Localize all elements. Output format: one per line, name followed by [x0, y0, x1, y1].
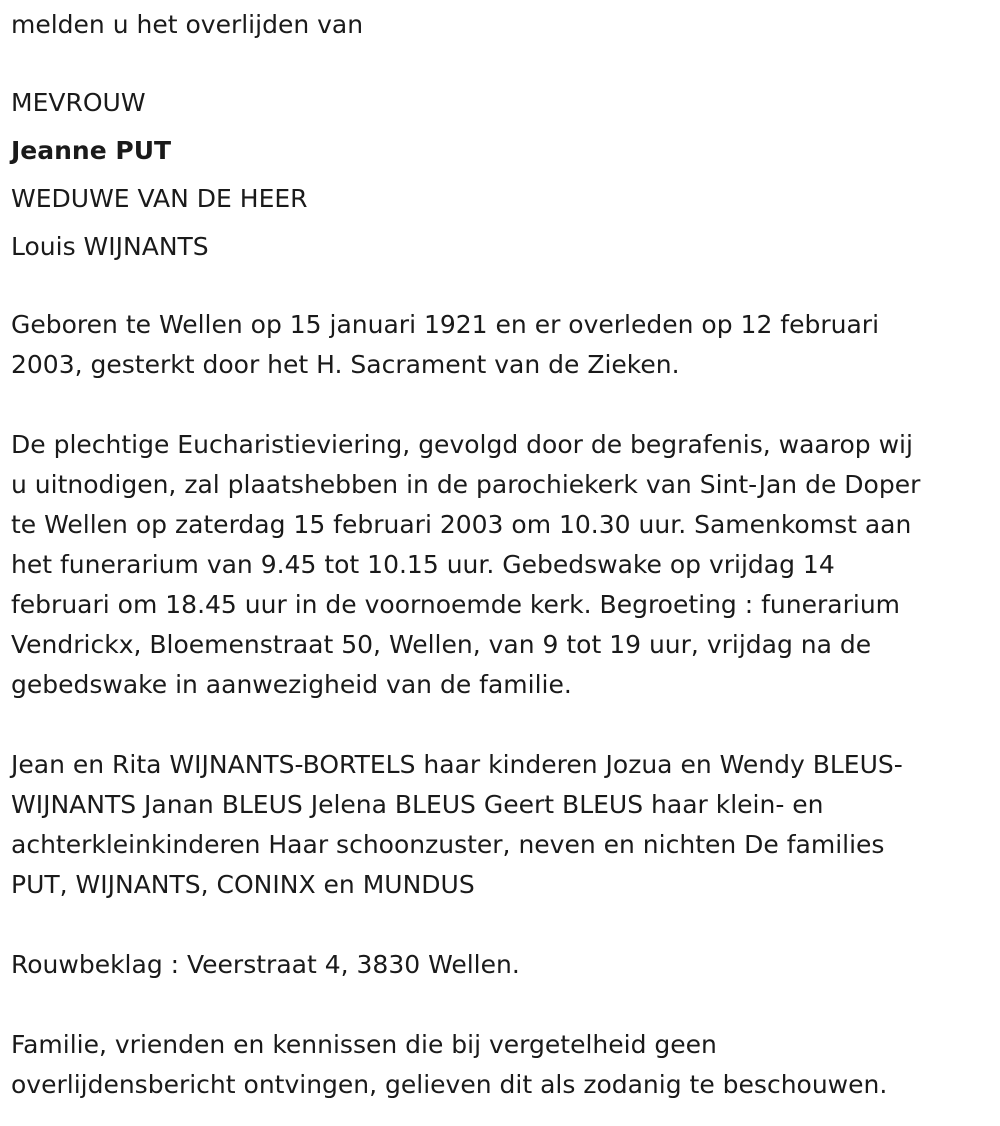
- paragraph-line: 2003, gesterkt door het H. Sacrament van de Zieken.: [11, 350, 680, 379]
- spacer: [11, 45, 986, 79]
- paragraph-line: februari om 18.45 uur in de voornoemde kerk. Begroeting : funerarium: [11, 590, 901, 619]
- paragraph-line: De plechtige Eucharistieviering, gevolgd door de begrafenis, waarop wij: [11, 430, 913, 459]
- intro-text: melden u het overlijden van: [11, 10, 364, 39]
- paragraph-line: Jean en Rita WIJNANTS-BORTELS haar kinderen Jozua en Wendy BLEUS-: [11, 750, 903, 779]
- widow-of-text: WEDUWE VAN DE HEER: [11, 184, 308, 213]
- paragraph-line: Familie, vrienden en kennissen die bij vergetelheid geen: [11, 1030, 717, 1059]
- paragraph-line: u uitnodigen, zal plaatshebben in de parochiekerk van Sint-Jan de Doper: [11, 470, 921, 499]
- family-paragraph: [11, 745, 986, 905]
- spacer: [11, 905, 986, 945]
- paragraph-line: gebedswake in aanwezigheid van de familie.: [11, 670, 572, 699]
- paragraph-line: Geboren te Wellen op 15 januari 1921 en er overleden op 12 februari: [11, 310, 880, 339]
- name-block: [11, 79, 986, 271]
- spouse-name: Louis WIJNANTS: [11, 232, 209, 261]
- title-mevrouw: MEVROUW: [11, 88, 146, 117]
- paragraph-line: PUT, WIJNANTS, CONINX en MUNDUS: [11, 870, 475, 899]
- paragraph-line: Vendrickx, Bloemenstraat 50, Wellen, van 9 tot 19 uur, vrijdag na de: [11, 630, 872, 659]
- paragraph-line: overlijdensbericht ontvingen, gelieven dit als zodanig te beschouwen.: [11, 1070, 888, 1099]
- deceased-name: Jeanne PUT: [11, 136, 172, 165]
- condolence-address: Rouwbeklag : Veerstraat 4, 3830 Wellen.: [11, 950, 520, 979]
- ceremony-paragraph: [11, 425, 986, 705]
- paragraph-line: achterkleinkinderen Haar schoonzuster, neven en nichten De families: [11, 830, 885, 859]
- birth-death-paragraph: [11, 305, 986, 385]
- paragraph-line: WIJNANTS Janan BLEUS Jelena BLEUS Geert BLEUS haar klein- en: [11, 790, 824, 819]
- spacer: [11, 271, 986, 305]
- paragraph-line: te Wellen op zaterdag 15 februari 2003 om 10.30 uur. Samenkomst aan: [11, 510, 912, 539]
- paragraph-line: het funerarium van 9.45 tot 10.15 uur. Gebedswake op vrijdag 14: [11, 550, 835, 579]
- spacer: [11, 385, 986, 425]
- death-notice: [11, 0, 986, 1105]
- spacer: [11, 705, 986, 745]
- closing-paragraph: [11, 1025, 986, 1105]
- spacer: [11, 985, 986, 1025]
